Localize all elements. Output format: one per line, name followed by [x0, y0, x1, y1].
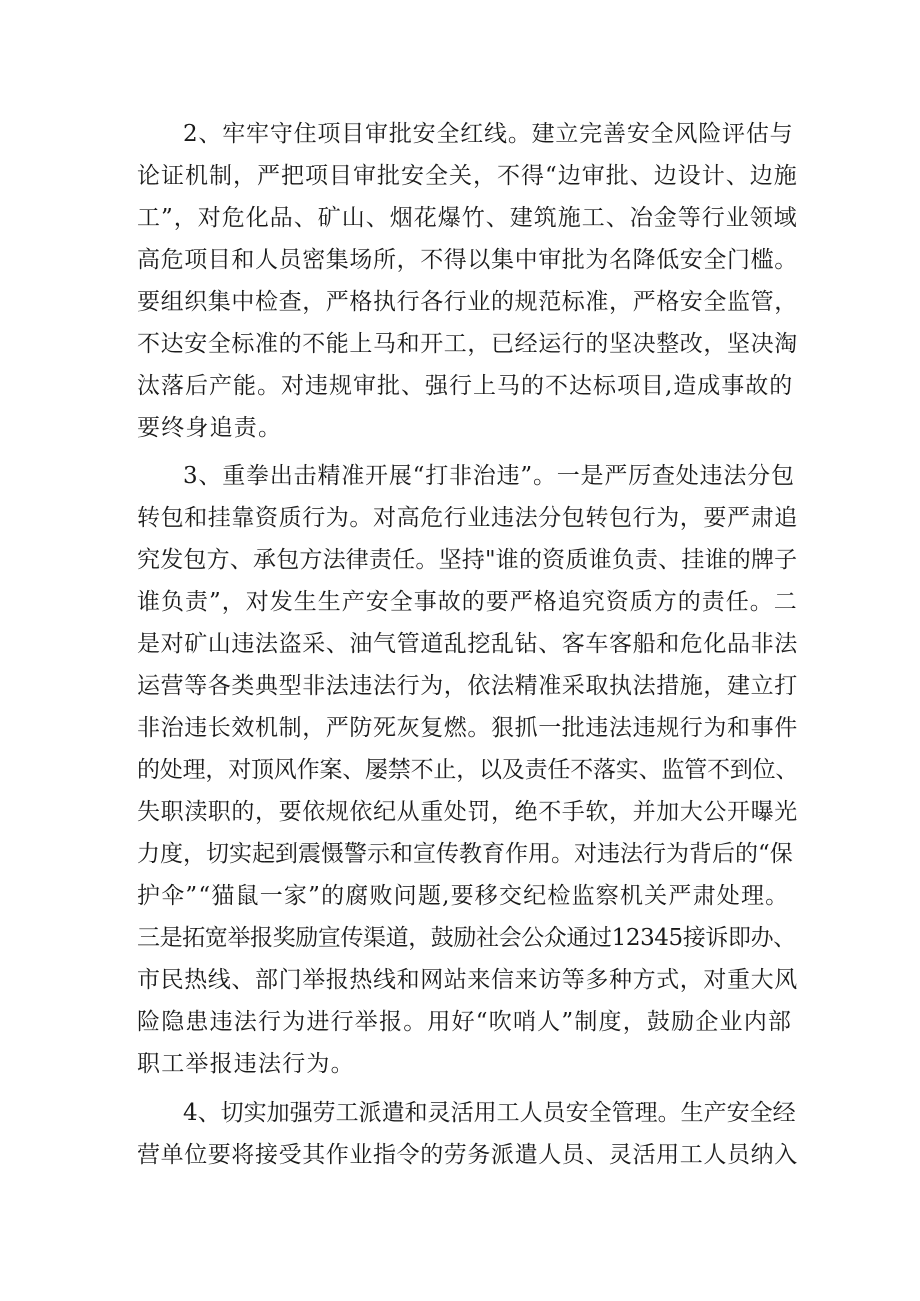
text-line: 要终身追责。 — [137, 415, 283, 441]
text-line: 究发包方、承包方法律责任。坚持"谁的资质谁负责、挂谁的牌子 — [137, 547, 798, 573]
text-line: 要组织集中检查，严格执行各行业的规范标准，严格安全监管， — [137, 289, 798, 315]
text-line: 论证机制，严把项目审批安全关，不得“边审批、边设计、边施 — [137, 163, 798, 189]
text-line: 失职渎职的，要依规依纪从重处罚，绝不手软，并加大公开曝光 — [137, 799, 798, 825]
text-line: 3、重拳出击精准开展“打非治违”。一是严厉查处违法分包 — [183, 463, 795, 489]
text-line: 市民热线、部门举报热线和网站来信来访等多种方式，对重大风 — [137, 967, 798, 993]
text-line: 高危项目和人员密集场所，不得以集中审批为名降低安全门槛。 — [137, 247, 798, 273]
text-line: 转包和挂靠资质行为。对高危行业违法分包转包行为，要严肃追 — [137, 505, 798, 531]
text-line: 运营等各类典型非法违法行为，依法精准采取执法措施，建立打 — [137, 673, 798, 699]
text-line: 险隐患违法行为进行举报。用好“吹哨人”制度，鼓励企业内部 — [137, 1009, 793, 1035]
text-line: 职工举报违法行为。 — [137, 1051, 355, 1077]
text-line: 谁负责”，对发生生产安全事故的要严格追究资质方的责任。二 — [137, 589, 798, 615]
text-line: 不达安全标准的不能上马和开工，已经运行的坚决整改，坚决淘 — [137, 331, 798, 357]
text-line: 非治违长效机制，严防死灰复燃。狠抓一批违法违规行为和事件 — [137, 715, 798, 741]
text-line: 工”，对危化品、矿山、烟花爆竹、建筑施工、冶金等行业领域 — [137, 205, 798, 231]
text-line: 营单位要将接受其作业指令的劳务派遣人员、灵活用工人员纳入 — [137, 1142, 798, 1168]
text-line: 的处理，对顶风作案、屡禁不止，以及责任不落实、监管不到位、 — [137, 757, 799, 783]
text-line: 2、牢牢守住项目审批安全红线。建立完善安全风险评估与 — [183, 121, 794, 147]
text-line: 4、切实加强劳工派遣和灵活用工人员安全管理。生产安全经 — [183, 1100, 796, 1126]
text-line: 是对矿山违法盗采、油气管道乱挖乱钻、客车客船和危化品非法 — [137, 631, 798, 657]
text-line: 力度，切实起到震慑警示和宣传教育作用。对违法行为背后的“保 — [137, 841, 793, 867]
text-line: 三是拓宽举报奖励宣传渠道，鼓励社会公众通过12345接诉即办、 — [137, 925, 796, 951]
text-line: 护伞”“猫鼠一家”的腐败问题,要移交纪检监察机关严肃处理。 — [137, 883, 790, 909]
text-line: 汰落后产能。对违规审批、强行上马的不达标项目,造成事故的 — [137, 373, 794, 399]
